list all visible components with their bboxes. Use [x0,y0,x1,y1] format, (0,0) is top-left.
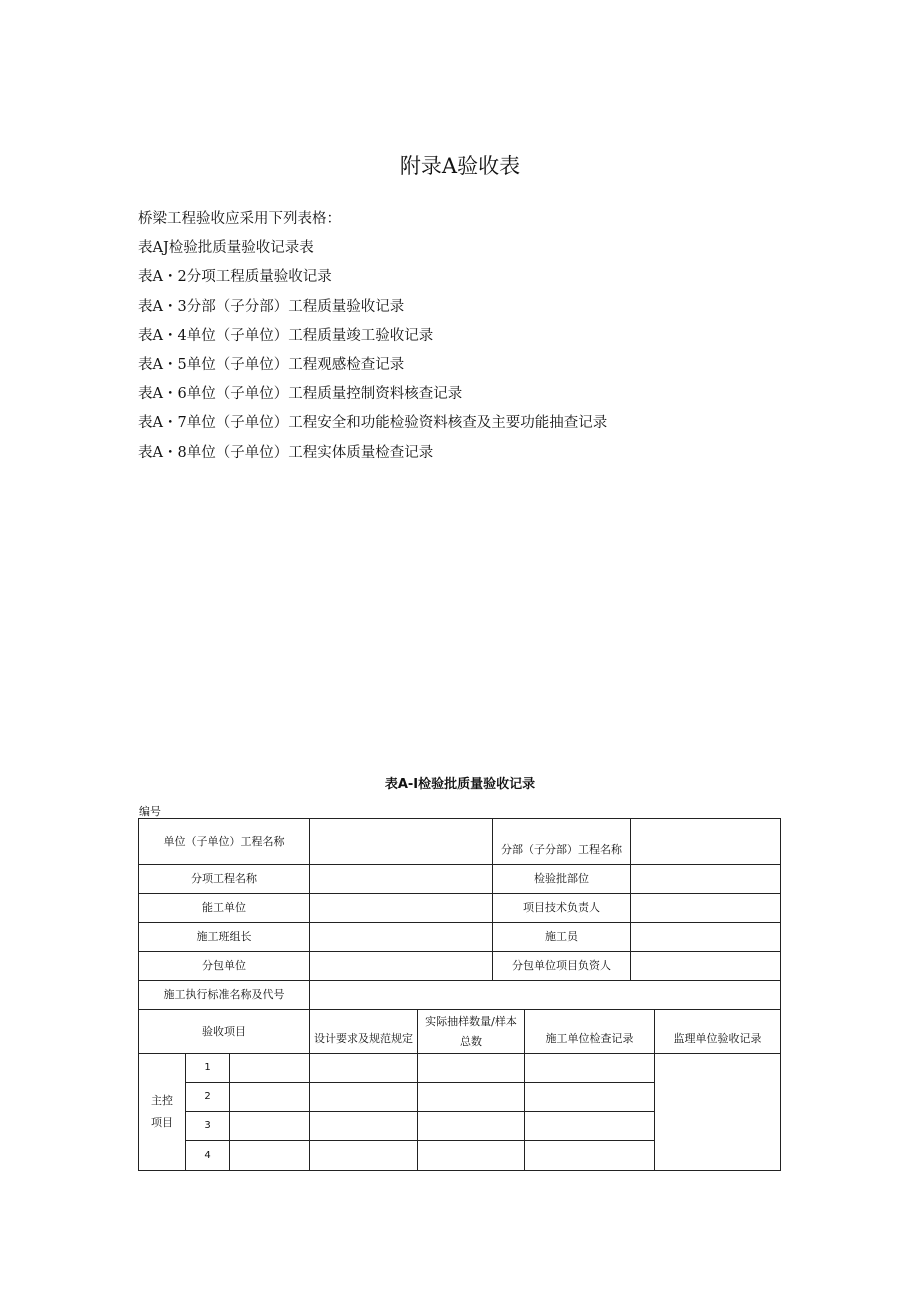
field-unit-name[interactable] [309,818,493,865]
check-cell[interactable] [524,1082,655,1112]
item-cell[interactable] [229,1082,310,1112]
row-number: 1 [185,1053,230,1083]
item-cell[interactable] [229,1111,310,1141]
header-supervision-record: 监理单位验收记录 [654,1009,781,1054]
field-tech-leader[interactable] [630,893,781,923]
code-label: 编号 [139,805,161,818]
intro-line: 表A・5单位（子单位）工程观感检查记录 [138,357,405,374]
design-cell[interactable] [309,1111,418,1141]
intro-line: 表A・3分部（子分部）工程质量验收记录 [138,298,405,315]
sample-cell[interactable] [417,1111,525,1141]
check-cell[interactable] [524,1140,655,1171]
field-subcontract-unit[interactable] [309,951,493,981]
field-standard[interactable] [309,980,781,1010]
label-standard: 施工执行标准名称及代号 [138,980,310,1010]
label-subcontract-leader: 分包单位项目负资人 [492,951,631,981]
design-cell[interactable] [309,1140,418,1171]
label-team-leader: 施工班组长 [138,922,310,952]
design-cell[interactable] [309,1082,418,1112]
label-constructor: 施工员 [492,922,631,952]
intro-line: 表A・4单位（子单位）工程质量竣工验收记录 [138,327,434,344]
intro-line: 表A・8单位（子单位）工程实体质量检查记录 [138,444,434,461]
field-constructor[interactable] [630,922,781,952]
header-sample-count [417,1009,525,1054]
page-title: 附录A验收表 [399,154,521,178]
row-number: 4 [185,1140,230,1171]
field-construction-unit[interactable] [309,893,493,923]
row-number: 3 [185,1111,230,1141]
main-control-line2: 项目 [151,1116,173,1129]
label-unit-name: 单位（子单位）工程名称 [138,818,310,865]
field-batch-location[interactable] [630,864,781,894]
main-control-label [138,1053,186,1171]
intro-line: 表A・7单位（子单位）工程安全和功能检验资料核查及主要功能抽查记录 [138,415,608,432]
item-cell[interactable] [229,1053,310,1083]
sample-count-line1: 实际抽样数量/样本 [425,1014,517,1028]
field-subcontract-leader[interactable] [630,951,781,981]
sample-cell[interactable] [417,1053,525,1083]
item-cell[interactable] [229,1140,310,1171]
label-construction-unit: 能工单位 [138,893,310,923]
label-subcontract-unit: 分包单位 [138,951,310,981]
design-cell[interactable] [309,1053,418,1083]
intro-line: 表A・2分项工程质量验收记录 [138,269,332,286]
sample-cell[interactable] [417,1082,525,1112]
sample-cell[interactable] [417,1140,525,1171]
intro-line: 表AJ检验批质量验收记录表 [138,240,314,257]
row-number: 2 [185,1082,230,1112]
main-control-line1: 主控 [151,1094,173,1107]
supervision-record-cell[interactable] [654,1053,781,1171]
label-subitem-name: 分项工程名称 [138,864,310,894]
intro-line: 表A・6单位（子单位）工程质量控制资料核查记录 [138,386,463,403]
field-team-leader[interactable] [309,922,493,952]
label-tech-leader: 项目技术负责人 [492,893,631,923]
field-subitem-name[interactable] [309,864,493,894]
label-division-name: 分部（子分部）工程名称 [492,818,631,865]
intro-line: 桥梁工程验收应采用下列表格： [138,211,341,227]
field-division-name[interactable] [630,818,781,865]
intro-list [138,205,607,468]
label-batch-location: 检验批部位 [492,864,631,894]
sample-count-line2: 总数 [460,1034,482,1048]
check-cell[interactable] [524,1111,655,1141]
header-construction-record: 施工单位检查记录 [524,1009,655,1054]
header-design-requirement: 设计要求及规范规定 [309,1009,418,1054]
check-cell[interactable] [524,1053,655,1083]
table-title: 表A-I检验批质量验收记录 [384,777,536,792]
header-acceptance-item: 验收项目 [138,1009,310,1054]
